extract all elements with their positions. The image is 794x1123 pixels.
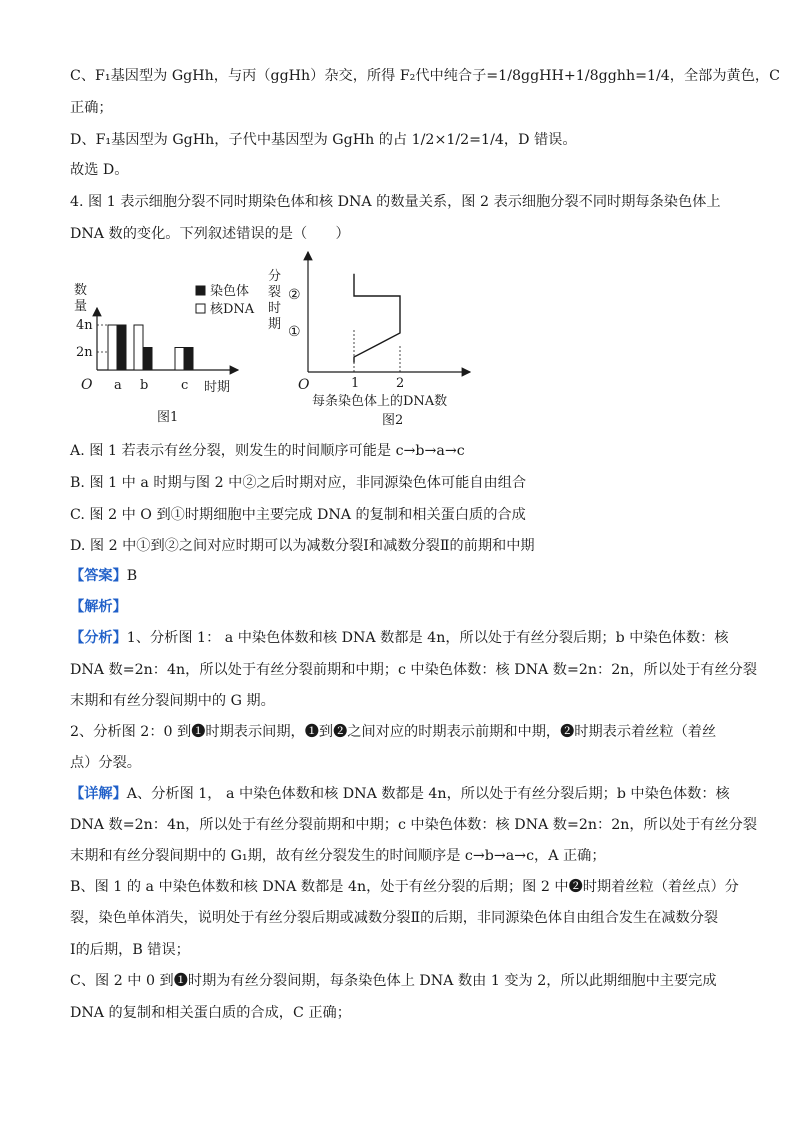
text-line: 裂，染色单体消失，说明处于有丝分裂后期或减数分裂Ⅱ的后期，非同源染色体自由组合发生在减数分裂 — [70, 910, 719, 926]
xiangjie-tag: 【详解】 — [70, 786, 127, 802]
fig1-caption: 图1 — [157, 410, 179, 425]
fig2-tick-1: 1 — [351, 376, 360, 391]
fig2-ylabel-3: 时 — [268, 301, 282, 316]
option-d: D. 图 2 中①到②之间对应时期可以为减数分裂Ⅰ和减数分裂Ⅱ的前期和中期 — [70, 538, 535, 554]
text-line: 末期和有丝分裂间期中的 G₁期，故有丝分裂发生的时间顺序是 c→b→a→c，A 正确； — [70, 848, 606, 864]
text-line: B、图 1 的 a 中染色体数和核 DNA 数都是 4n，处于有丝分裂的后期；图 2 中❷时期着丝粒（着丝点）分 — [70, 879, 739, 895]
answer-value: B — [126, 568, 138, 584]
fig2-xlabel: 每条染色体上的DNA数 — [312, 394, 448, 409]
fig2-ylabel-1: 分 — [268, 269, 282, 284]
fig2-origin: O — [298, 377, 310, 393]
analysis-tag: 【解析】 — [70, 599, 127, 615]
fig1-tick-4n: 4n — [76, 318, 93, 333]
text-line: 点）分裂。 — [70, 755, 141, 771]
fig2-tick-2: 2 — [396, 376, 405, 391]
fig1-category-a: a — [114, 378, 122, 393]
text-line: D、F₁基因型为 GgHh，子代中基因型为 GgHh 的占 1/2×1/2=1/4，D 错误。 — [70, 132, 577, 148]
option-b: B. 图 1 中 a 时期与图 2 中②之后时期对应，非同源染色体可能自由组合 — [70, 475, 527, 491]
answer-tag: 【答案】 — [70, 568, 127, 584]
text-line: DNA 数=2n：4n，所以处于有丝分裂前期和中期；c 中染色体数：核 DNA 数=2n：2n，所以处于有丝分裂 — [70, 662, 758, 678]
text-line: C、F₁基因型为 GgHh，与丙（ggHh）杂交，所得 F₂代中纯合子=1/8ggHH+1/8gghh=1/4，全部为黄色，C — [70, 68, 780, 84]
text-line — [70, 628, 735, 648]
text-line: 末期和有丝分裂间期中的 G 期。 — [70, 693, 275, 709]
option-c: C. 图 2 中 O 到①时期细胞中主要完成 DNA 的复制和相关蛋白质的合成 — [70, 507, 526, 523]
text-line: DNA 数=2n：4n，所以处于有丝分裂前期和中期；c 中染色体数：核 DNA 数=2n：2n，所以处于有丝分裂 — [70, 817, 758, 833]
fig2-ylabel-2: 裂 — [268, 285, 282, 300]
fig2-caption: 图2 — [382, 413, 404, 428]
xiangjie-text: A、分析图 1， a 中染色体数和核 DNA 数都是 4n，所以处于有丝分裂后期；b 中染色体数：核 — [126, 786, 730, 802]
fig1-category-c: c — [181, 378, 189, 393]
fig1-xlabel: 时期 — [204, 380, 231, 395]
legend-dna: 核DNA — [210, 302, 255, 317]
text-line — [70, 784, 735, 804]
answer-line — [70, 566, 735, 586]
text-line: 正确； — [70, 100, 113, 116]
fig1-ylabel-1: 数 — [74, 283, 88, 298]
fig2-ylabel-4: 期 — [268, 317, 282, 332]
fig1-category-b: b — [140, 378, 149, 393]
fig1-origin: O — [81, 377, 93, 393]
fig2-marker-2: ② — [288, 287, 301, 303]
question-stem: 4. 图 1 表示细胞分裂不同时期染色体和核 DNA 的数量关系，图 2 表示细胞分裂不同时期每条染色体上 — [70, 194, 721, 210]
fig1-tick-2n: 2n — [76, 345, 93, 360]
fig2-marker-1: ① — [288, 324, 301, 340]
fig1-ylabel-2: 量 — [74, 299, 88, 314]
question-stem: DNA 数的变化。下列叙述错误的是（ ） — [70, 226, 350, 242]
text-line: 故选 D。 — [70, 162, 129, 178]
text-line: 2、分析图 2：0 到❶时期表示间期，❶到❷之间对应的时期表示前期和中期，❷时期表示着丝粒（着丝 — [70, 724, 717, 740]
text-line: C、图 2 中 0 到❶时期为有丝分裂间期，每条染色体上 DNA 数由 1 变为 2，所以此期细胞中主要完成 — [70, 973, 717, 989]
fenxi-text: 1、分析图 1： a 中染色体数和核 DNA 数都是 4n，所以处于有丝分裂后期；b 中染色体数：核 — [126, 630, 729, 646]
legend-chromosome: 染色体 — [210, 284, 250, 299]
option-a: A. 图 1 若表示有丝分裂，则发生的时间顺序可能是 c→b→a→c — [70, 443, 465, 459]
analysis-heading — [70, 597, 735, 617]
fenxi-tag: 【分析】 — [70, 630, 127, 646]
text-line: DNA 的复制和相关蛋白质的合成，C 正确； — [70, 1005, 351, 1021]
text-line: Ⅰ的后期，B 错误； — [70, 942, 190, 958]
